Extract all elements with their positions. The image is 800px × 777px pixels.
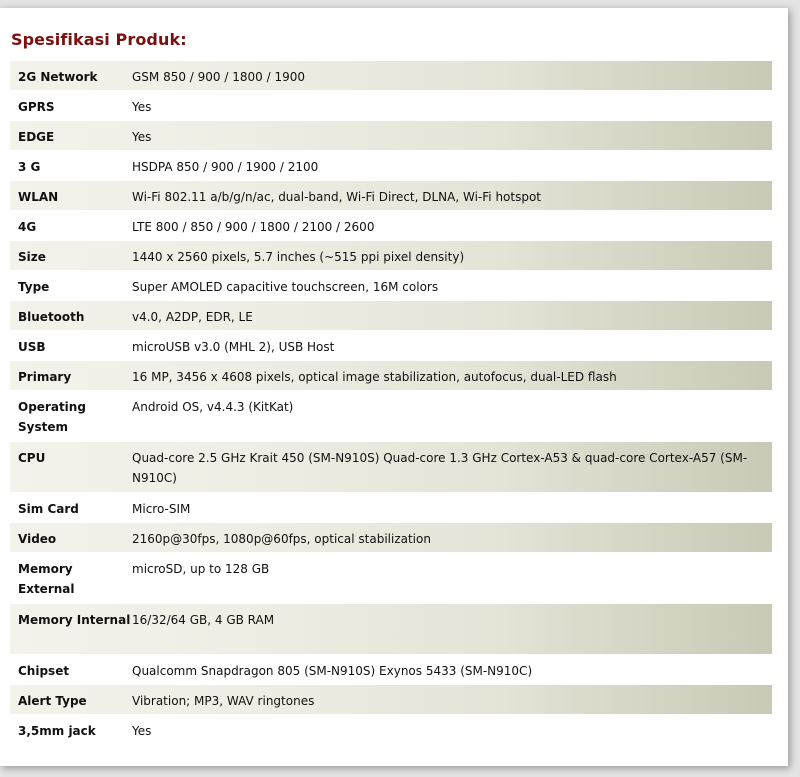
- spec-value: Wi-Fi 802.11 a/b/g/n/ac, dual-band, Wi-Fi Direct, DLNA, Wi-Fi hotspot: [132, 190, 542, 204]
- spec-label: 3,5mm jack: [18, 724, 96, 738]
- spec-label: Memory Internal: [18, 613, 131, 627]
- spec-label: EDGE: [18, 130, 55, 144]
- spec-label: Memory External: [18, 562, 75, 596]
- spec-label: GPRS: [18, 100, 55, 114]
- spec-row-gprs: [10, 90, 772, 120]
- page-title: Spesifikasi Produk:: [11, 30, 187, 49]
- spec-value: Micro-SIM: [132, 502, 191, 516]
- spec-label: Bluetooth: [18, 310, 85, 324]
- spec-label: CPU: [18, 451, 46, 465]
- spec-row-memory-external: [10, 552, 772, 603]
- spec-row-cpu: [10, 441, 772, 492]
- spec-row-memory-internal: [10, 603, 772, 654]
- spec-label: Size: [18, 250, 46, 264]
- spec-card: [0, 8, 788, 766]
- spec-label: Chipset: [18, 664, 70, 678]
- spec-row-primary: [10, 360, 772, 390]
- spec-row-operating-system: [10, 390, 772, 441]
- spec-value: Qualcomm Snapdragon 805 (SM-N910S) Exynos 5433 (SM-N910C): [132, 664, 533, 678]
- spec-value: Vibration; MP3, WAV ringtones: [132, 694, 315, 708]
- spec-value: GSM 850 / 900 / 1800 / 1900: [132, 70, 305, 84]
- spec-value: microUSB v3.0 (MHL 2), USB Host: [132, 340, 335, 354]
- spec-label: Alert Type: [18, 694, 87, 708]
- spec-row-sim-card: [10, 492, 772, 522]
- spec-row-usb: [10, 330, 772, 360]
- spec-value: Yes: [132, 724, 152, 738]
- spec-value: 16 MP, 3456 x 4608 pixels, optical image stabilization, autofocus, dual-LED flash: [132, 370, 617, 384]
- spec-label: Video: [18, 532, 57, 546]
- spec-label: 3 G: [18, 160, 41, 174]
- spec-row-type: [10, 270, 772, 300]
- spec-value: 16/32/64 GB, 4 GB RAM: [132, 613, 275, 627]
- spec-row-3g: [10, 150, 772, 180]
- spec-row-4g: [10, 210, 772, 240]
- spec-row-size: [10, 240, 772, 270]
- spec-value: v4.0, A2DP, EDR, LE: [132, 310, 253, 324]
- spec-label: WLAN: [18, 190, 59, 204]
- spec-value: LTE 800 / 850 / 900 / 1800 / 2100 / 2600: [132, 220, 375, 234]
- spec-label: USB: [18, 340, 46, 354]
- spec-row-alert-type: [10, 684, 772, 714]
- spec-label: 4G: [18, 220, 37, 234]
- spec-row-chipset: [10, 654, 772, 684]
- spec-row-edge: [10, 120, 772, 150]
- spec-value: HSDPA 850 / 900 / 1900 / 2100: [132, 160, 319, 174]
- spec-value: 1440 x 2560 pixels, 5.7 inches (~515 ppi pixel density): [132, 250, 465, 264]
- spec-row-video: [10, 522, 772, 552]
- spec-label: Primary: [18, 370, 72, 384]
- spec-label: Sim Card: [18, 502, 79, 516]
- spec-value: microSD, up to 128 GB: [132, 562, 270, 576]
- spec-value: Android OS, v4.4.3 (KitKat): [132, 400, 294, 414]
- spec-label: 2G Network: [18, 70, 98, 84]
- spec-value: 2160p@30fps, 1080p@60fps, optical stabilization: [132, 532, 431, 546]
- spec-table: [10, 60, 772, 744]
- spec-value: Yes: [132, 100, 152, 114]
- spec-row-wlan: [10, 180, 772, 210]
- spec-row-bluetooth: [10, 300, 772, 330]
- spec-label: Operating System: [18, 400, 86, 434]
- spec-row-35mm-jack: [10, 714, 772, 744]
- spec-row-2g-network: [10, 60, 772, 90]
- spec-value: Quad-core 2.5 GHz Krait 450 (SM-N910S) Quad-core 1.3 GHz Cortex-A53 & quad-core Cortex-A57 (SM-N910C): [132, 451, 748, 485]
- spec-label: Type: [18, 280, 50, 294]
- spec-value: Yes: [132, 130, 152, 144]
- spec-value: Super AMOLED capacitive touchscreen, 16M colors: [132, 280, 439, 294]
